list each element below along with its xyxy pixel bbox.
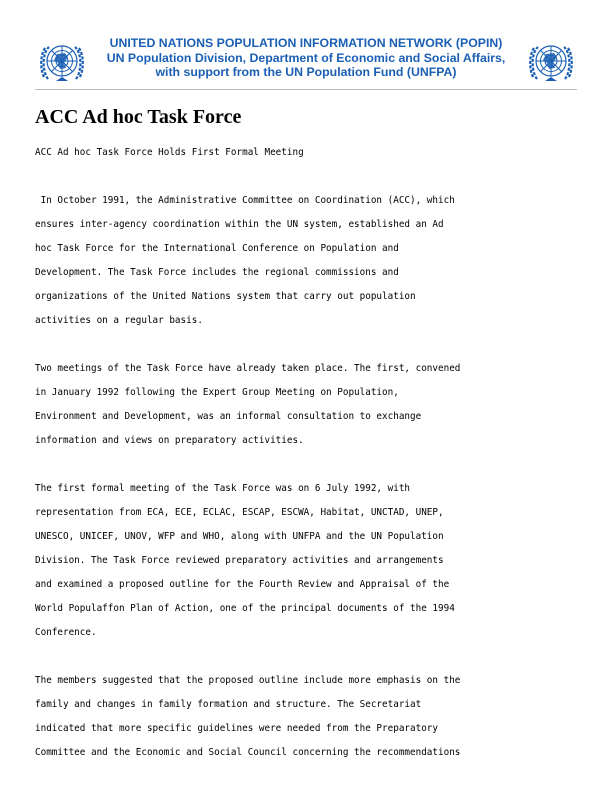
- paragraph-line: World Populaffon Plan of Action, one of the principal documents of the 1994: [35, 603, 455, 614]
- paragraph-line: indicated that more specific guidelines were needed from the Preparatory: [35, 723, 438, 734]
- header-divider: [35, 89, 577, 90]
- paragraph-line: activities on a regular basis.: [35, 315, 203, 326]
- paragraph-gap: [35, 165, 485, 189]
- un-emblem-icon: [38, 39, 86, 85]
- paragraph-line: representation from ECA, ECE, ECLAC, ESCAP, ESCWA, Habitat, UNCTAD, UNEP,: [35, 507, 444, 518]
- paragraph-gap: [35, 645, 485, 669]
- paragraph-line: The members suggested that the proposed outline include more emphasis on the: [35, 675, 461, 686]
- paragraph-3: [35, 477, 485, 645]
- paragraph-line: Committee and the Economic and Social Council concerning the recommendations: [35, 747, 461, 758]
- paragraph-line: In October 1991, the Administrative Committee on Coordination (ACC), which: [35, 195, 455, 206]
- paragraph-line: information and views on preparatory activities.: [35, 435, 304, 446]
- paragraph-line: Environment and Development, was an informal consultation to exchange: [35, 411, 422, 422]
- paragraph-4: [35, 669, 485, 765]
- header-line-1: UNITED NATIONS POPULATION INFORMATION NETWORK (POPIN): [109, 36, 503, 50]
- header-text: [92, 36, 520, 80]
- paragraph-line: ensures inter-agency coordination within the UN system, established an Ad: [35, 219, 444, 230]
- paragraph-2: [35, 357, 485, 453]
- page-title: ACC Ad hoc Task Force: [35, 106, 242, 128]
- paragraph-line: hoc Task Force for the International Conference on Population and: [35, 243, 399, 254]
- paragraph-line: and examined a proposed outline for the Fourth Review and Appraisal of the: [35, 579, 450, 590]
- header-line-3: with support from the UN Population Fund (UNFPA): [155, 65, 457, 79]
- paragraph-line: Two meetings of the Task Force have already taken place. The first, convened: [35, 363, 461, 374]
- document-subtitle: ACC Ad hoc Task Force Holds First Formal Meeting: [35, 147, 304, 158]
- paragraph-1: [35, 189, 485, 333]
- un-emblem-icon: [527, 39, 575, 85]
- paragraph-line: The first formal meeting of the Task Force was on 6 July 1992, with: [35, 483, 411, 494]
- paragraph-gap: [35, 333, 485, 357]
- paragraph-line: Division. The Task Force reviewed preparatory activities and arrangements: [35, 555, 444, 566]
- header-line-2: UN Population Division, Department of Economic and Social Affairs,: [106, 50, 506, 65]
- paragraph-line: Development. The Task Force includes the regional commissions and: [35, 267, 399, 278]
- page-header: [0, 36, 612, 92]
- paragraph-line: organizations of the United Nations system that carry out population: [35, 291, 416, 302]
- paragraph-line: in January 1992 following the Expert Group Meeting on Population,: [35, 387, 399, 398]
- paragraph-line: family and changes in family formation and structure. The Secretariat: [35, 699, 422, 710]
- paragraph-line: Conference.: [35, 627, 97, 638]
- paragraph-line: UNESCO, UNICEF, UNOV, WFP and WHO, along with UNFPA and the UN Population: [35, 531, 444, 542]
- paragraph-gap: [35, 453, 485, 477]
- document-body: [35, 141, 485, 765]
